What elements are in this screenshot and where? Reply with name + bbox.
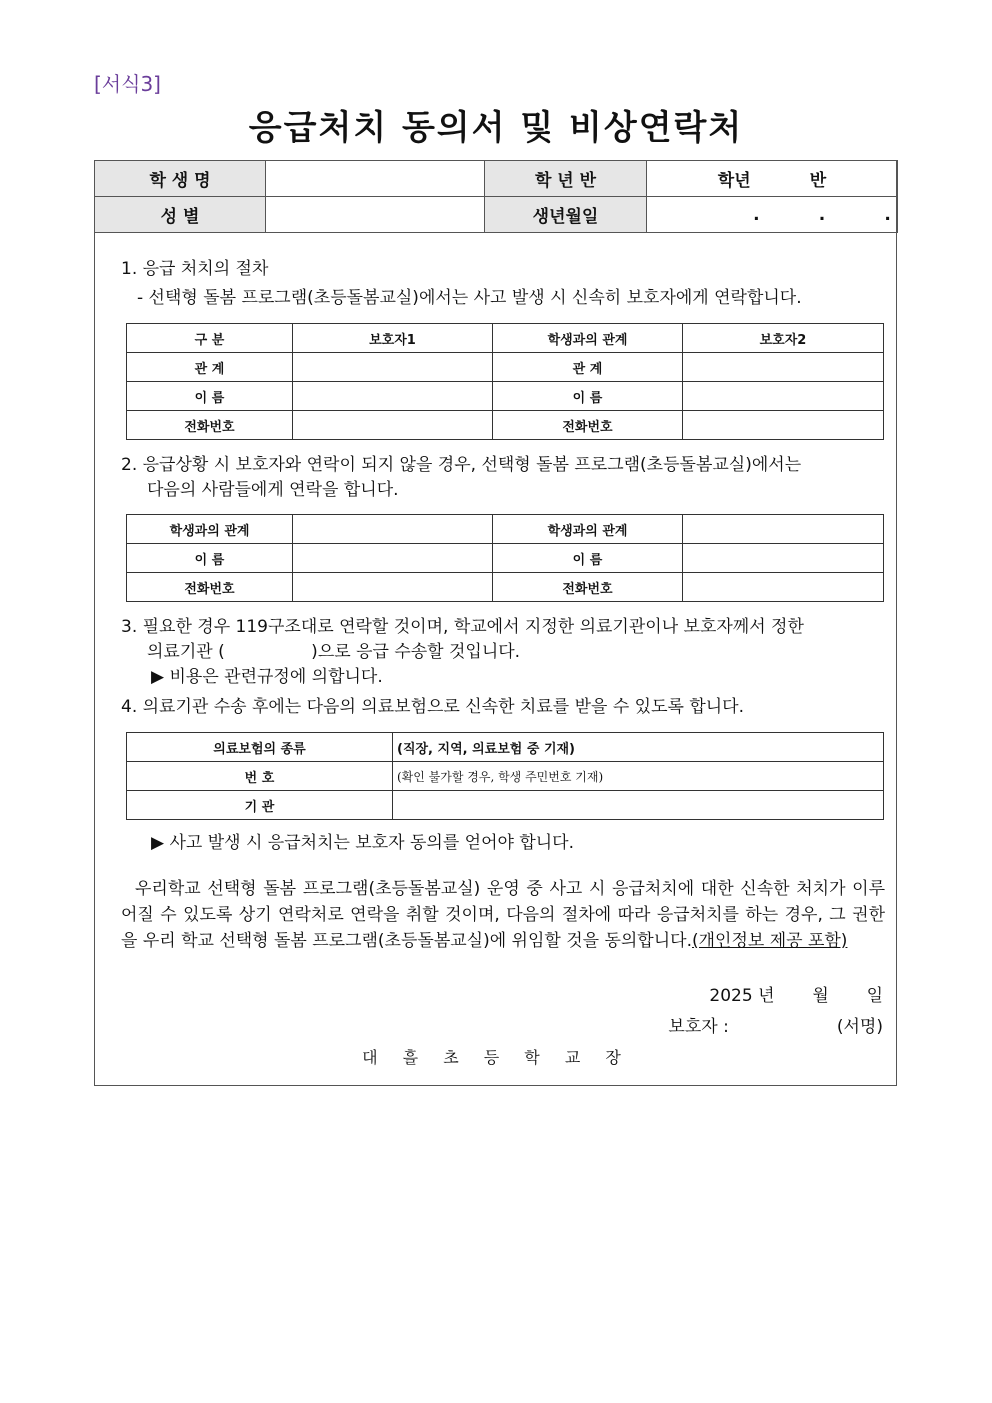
gender-label: 성 별 [95,197,266,233]
row-label: 전화번호 [127,411,293,440]
birthdate-label: 생년월일 [485,197,647,233]
row-label: 이 름 [493,382,683,411]
row-label: 학생과의 관계 [127,515,293,544]
section1-text: - 선택형 돌봄 프로그램(초등돌봄교실)에서는 사고 발생 시 신속히 보호자에게 연락합니다. [137,288,802,308]
student-name-label: 학 생 명 [95,161,266,197]
contact1-name-field[interactable] [293,544,493,573]
grade-class-label: 학 년 반 [485,161,647,197]
insurance-number-field[interactable]: (확인 불가할 경우, 학생 주민번호 기재) [393,762,884,791]
row-label: 학생과의 관계 [493,515,683,544]
contact1-phone-field[interactable] [293,573,493,602]
row-label: 관 계 [493,353,683,382]
row-label: 이 름 [127,544,293,573]
contact1-relation-field[interactable] [293,515,493,544]
guardian2-relation-field[interactable] [683,353,884,382]
section1-heading: 1. 응급 처치의 절차 [121,259,269,279]
guardian1-phone-field[interactable] [293,411,493,440]
table-header-cell: 보호자2 [683,324,884,353]
insurance-type-label: 의료보험의 종류 [127,733,393,762]
grade-class-field[interactable]: 학년 반 [647,161,898,197]
student-info-table [94,160,898,233]
section3-line2: 의료기관 ( )으로 응급 수송할 것입니다. [147,642,521,662]
insurance-table [126,732,884,820]
insurance-agency-label: 기 관 [127,791,393,820]
form-frame [94,160,897,1086]
section4-heading: 4. 의료기관 수송 후에는 다음의 의료보험으로 신속한 치료를 받을 수 있도록 합니다. [121,697,744,717]
contact2-name-field[interactable] [683,544,884,573]
contact2-phone-field[interactable] [683,573,884,602]
guardian2-phone-field[interactable] [683,411,884,440]
guardian1-relation-field[interactable] [293,353,493,382]
personal-info-note: (개인정보 제공 포함) [691,931,848,951]
birthdate-field[interactable]: . . . [647,197,898,233]
row-label: 관 계 [127,353,293,382]
guardian-signature-line[interactable]: 보호자 : (서명) [668,1017,883,1037]
row-label: 전화번호 [127,573,293,602]
form-number-tag: [서식3] [94,72,161,96]
section2-line2: 다음의 사람들에게 연락을 합니다. [147,480,399,500]
date-line[interactable]: 2025 년 월 일 [709,986,883,1006]
row-label: 전화번호 [493,573,683,602]
document-title: 응급처치 동의서 및 비상연락처 [248,108,744,148]
row-label: 이 름 [127,382,293,411]
gender-field[interactable] [266,197,485,233]
section3-line1: 3. 필요한 경우 119구조대로 연락할 것이며, 학교에서 지정한 의료기관이나 보호자께서 정한 [121,617,804,637]
insurance-number-label: 번 호 [127,762,393,791]
cost-note: ▶ 비용은 관련규정에 의합니다. [151,667,383,687]
guardian-contact-table [126,323,884,440]
contact2-relation-field[interactable] [683,515,884,544]
row-label: 전화번호 [493,411,683,440]
consent-main-text: 우리학교 선택형 돌봄 프로그램(초등돌봄교실) 운영 중 사고 시 응급처치에 대한 신속한 처치가 이루어질 수 있도록 상기 연락처로 연락을 취할 것이며, 다음의 절차에 따라 응급처치를 하는 경우, 그 권한을 우리 학교 선택형 돌봄 프로그램(초등돌봄교실)에 위임할 것을 동의합니다. [121,879,885,951]
section2-line1: 2. 응급상황 시 보호자와 연락이 되지 않을 경우, 선택형 돌봄 프로그램(초등돌봄교실)에서는 [121,455,802,475]
insurance-agency-field[interactable] [393,791,884,820]
guardian2-name-field[interactable] [683,382,884,411]
student-name-field[interactable] [266,161,485,197]
principal-name: 대 흘 초 등 학 교 장 [362,1048,631,1067]
table-header-cell: 보호자1 [293,324,493,353]
row-label: 이 름 [493,544,683,573]
alternate-contact-table [126,514,884,602]
guardian1-name-field[interactable] [293,382,493,411]
consent-paragraph [121,876,885,954]
consent-note: ▶ 사고 발생 시 응급처치는 보호자 동의를 얻어야 합니다. [151,833,574,853]
table-header-cell: 구 분 [127,324,293,353]
insurance-type-field[interactable]: (직장, 지역, 의료보험 중 기재) [393,733,884,762]
table-header-cell: 학생과의 관계 [493,324,683,353]
